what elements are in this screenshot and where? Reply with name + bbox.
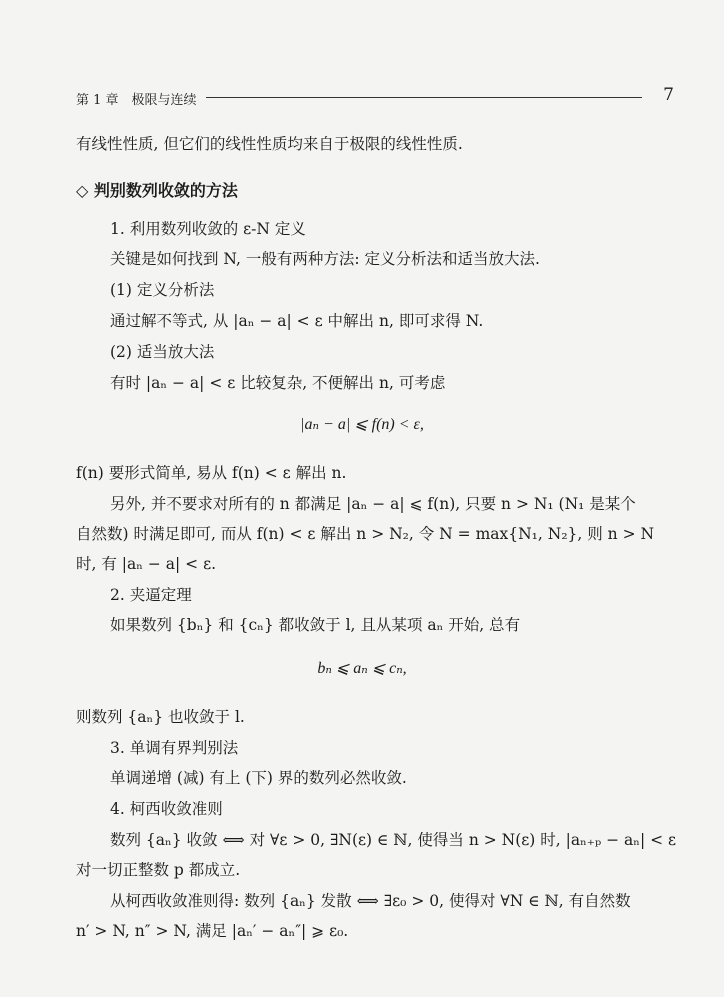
paragraph-line: 通过解不等式, 从 |aₙ − a| < ε 中解出 n, 即可求得 N. <box>110 312 484 330</box>
paragraph-line: 自然数) 时满足即可, 而从 f(n) < ε 解出 n > N₂, 令 N = max{N₁, N₂}, 则 n > N <box>76 525 655 543</box>
paragraph-line: 对一切正整数 p 都成立. <box>76 861 241 879</box>
header-rule <box>206 97 642 98</box>
paragraph-line: 如果数列 {bₙ} 和 {cₙ} 都收敛于 l, 且从某项 aₙ 开始, 总有 <box>110 616 521 634</box>
display-equation: bₙ ⩽ aₙ ⩽ cₙ, <box>317 660 407 677</box>
paragraph-line: 关键是如何找到 N, 一般有两种方法: 定义分析法和适当放大法. <box>110 250 540 268</box>
paragraph-line: 数列 {aₙ} 收敛 ⟺ 对 ∀ε > 0, ∃N(ε) ∈ ℕ, 使得当 n > N(ε) 时, |aₙ₊ₚ − aₙ| < ε <box>110 831 677 849</box>
chapter-title: 第 1 章 极限与连续 <box>76 93 197 108</box>
paragraph-line: 时, 有 |aₙ − a| < ε. <box>76 555 217 573</box>
subheading: (1) 定义分析法 <box>110 281 215 299</box>
section-heading: ◇ 判别数列收敛的方法 <box>76 181 238 200</box>
paragraph-line: f(n) 要形式简单, 易从 f(n) < ε 解出 n. <box>76 464 347 482</box>
paragraph-line: 则数列 {aₙ} 也收敛于 l. <box>76 708 245 726</box>
paragraph-line: 另外, 并不要求对所有的 n 都满足 |aₙ − a| ⩽ f(n), 只要 n > N₁ (N₁ 是某个 <box>110 495 636 513</box>
running-header <box>76 86 676 108</box>
method-heading: 3. 单调有界判别法 <box>110 739 239 757</box>
paragraph-line: n′ > N, n″ > N, 满足 |aₙ′ − aₙ″| ⩾ ε₀. <box>76 922 349 940</box>
page-number: 7 <box>663 85 674 105</box>
paragraph-line: 单调递增 (减) 有上 (下) 界的数列必然收敛. <box>110 769 407 787</box>
subheading: (2) 适当放大法 <box>110 343 215 361</box>
method-heading: 2. 夹逼定理 <box>110 586 192 604</box>
method-heading: 4. 柯西收敛准则 <box>110 800 223 818</box>
method-heading: 1. 利用数列收敛的 ε-N 定义 <box>110 220 306 238</box>
paragraph-line: 有线性性质, 但它们的线性性质均来自于极限的线性性质. <box>76 135 463 153</box>
display-equation: |aₙ − a| ⩽ f(n) < ε, <box>300 416 424 433</box>
paragraph-line: 有时 |aₙ − a| < ε 比较复杂, 不便解出 n, 可考虑 <box>110 374 446 392</box>
paragraph-line: 从柯西收敛准则得: 数列 {aₙ} 发散 ⟺ ∃ε₀ > 0, 使得对 ∀N ∈ ℕ, 有自然数 <box>110 892 631 910</box>
